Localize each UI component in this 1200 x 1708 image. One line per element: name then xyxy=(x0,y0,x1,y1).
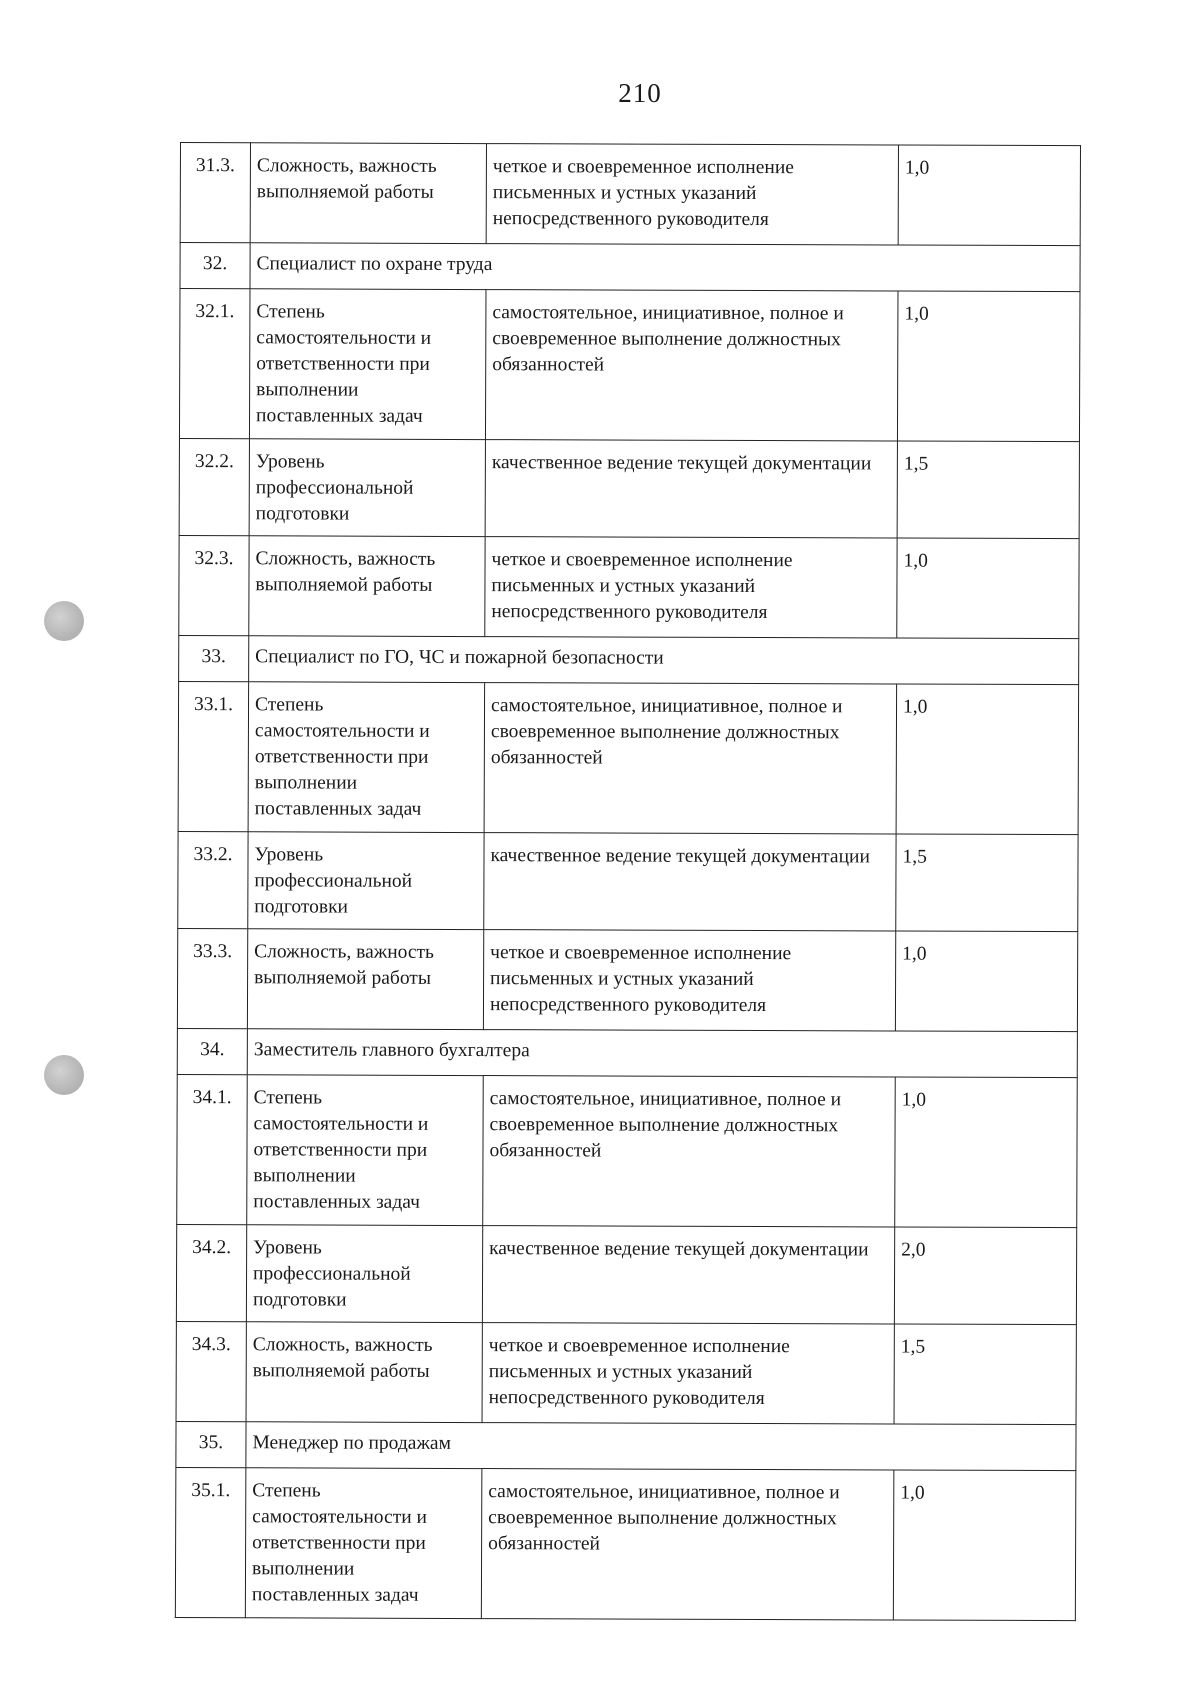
section-title: Менеджер по продажам xyxy=(246,1422,1076,1471)
indicator-cell: самостоятельное, инициативное, полное и своевременное выполнение должностных обязанностей xyxy=(485,290,898,441)
table-row xyxy=(177,928,1077,1031)
row-number: 33.2. xyxy=(178,831,248,928)
section-row xyxy=(177,1028,1077,1077)
value-cell: 1,0 xyxy=(895,1077,1078,1228)
table-row xyxy=(179,438,1079,538)
row-number: 32.1. xyxy=(179,289,250,439)
section-number: 35. xyxy=(176,1421,246,1467)
row-number: 34.2. xyxy=(176,1224,246,1321)
row-number: 32.2. xyxy=(179,438,249,535)
indicator-cell: самостоятельное, инициативное, полное и своевременное выполнение должностных обязанностей xyxy=(483,1076,896,1227)
table-row xyxy=(176,1321,1076,1424)
criterion-cell: Степень самостоятельности и ответственности при выполнении поставленных задач xyxy=(245,1468,482,1619)
value-cell: 1,0 xyxy=(893,1470,1076,1621)
table-row xyxy=(180,143,1080,246)
criterion-cell: Уровень профессиональной подготовки xyxy=(249,439,485,537)
section-title: Специалист по охране труда xyxy=(250,243,1080,292)
section-title: Специалист по ГО, ЧС и пожарной безопасности xyxy=(249,636,1079,685)
document-sheet xyxy=(175,142,1080,1621)
indicator-cell: четкое и своевременное исполнение письменных и устных указаний непосредственного руководителя xyxy=(482,1323,894,1424)
criterion-cell: Уровень профессиональной подготовки xyxy=(248,832,484,930)
punch-hole-lower xyxy=(44,1055,84,1095)
table-row xyxy=(176,1224,1076,1324)
value-cell: 1,0 xyxy=(895,931,1077,1032)
row-number: 34.1. xyxy=(177,1074,248,1224)
table-row xyxy=(179,535,1079,638)
value-cell: 1,5 xyxy=(897,441,1079,539)
table-row xyxy=(178,831,1078,931)
criterion-cell: Степень самостоятельности и ответственности при выполнении поставленных задач xyxy=(247,1075,484,1226)
section-row xyxy=(179,635,1079,684)
criterion-cell: Уровень профессиональной подготовки xyxy=(246,1225,482,1323)
value-cell: 1,0 xyxy=(897,291,1080,442)
section-row xyxy=(176,1421,1076,1470)
value-cell: 1,5 xyxy=(896,834,1078,932)
section-number: 33. xyxy=(179,635,249,681)
indicator-cell: четкое и своевременное исполнение письменных и устных указаний непосредственного руководителя xyxy=(486,144,898,245)
section-title: Заместитель главного бухгалтера xyxy=(247,1029,1077,1078)
value-cell: 2,0 xyxy=(894,1227,1076,1325)
criterion-cell: Сложность, важность выполняемой работы xyxy=(247,929,483,1030)
table-row xyxy=(177,1074,1078,1227)
section-row xyxy=(180,243,1080,292)
value-cell: 1,5 xyxy=(894,1324,1076,1425)
value-cell: 1,0 xyxy=(897,538,1079,639)
row-number: 33.3. xyxy=(177,928,247,1028)
indicator-cell: качественное ведение текущей документации xyxy=(482,1226,894,1324)
row-number: 33.1. xyxy=(178,681,249,831)
criterion-cell: Сложность, важность выполняемой работы xyxy=(249,536,485,637)
indicator-cell: качественное ведение текущей документации xyxy=(484,833,896,931)
table-row xyxy=(178,681,1079,834)
criterion-cell: Степень самостоятельности и ответственности при выполнении поставленных задач xyxy=(248,682,485,833)
row-number: 32.3. xyxy=(179,535,249,635)
value-cell: 1,0 xyxy=(898,145,1080,246)
row-number: 31.3. xyxy=(180,143,250,243)
punch-hole-upper xyxy=(44,601,84,641)
page-number: 210 xyxy=(618,78,662,108)
section-number: 32. xyxy=(180,243,250,289)
row-number: 35.1. xyxy=(175,1467,246,1617)
table-row xyxy=(175,1467,1076,1620)
indicator-cell: самостоятельное, инициативное, полное и своевременное выполнение должностных обязанностей xyxy=(481,1469,894,1620)
indicator-cell: четкое и своевременное исполнение письменных и устных указаний непосредственного руководителя xyxy=(485,537,897,638)
section-number: 34. xyxy=(177,1028,247,1074)
indicator-cell: качественное ведение текущей документации xyxy=(485,440,897,538)
criterion-cell: Степень самостоятельности и ответственности при выполнении поставленных задач xyxy=(249,289,486,440)
criterion-cell: Сложность, важность выполняемой работы xyxy=(246,1322,482,1423)
indicator-cell: самостоятельное, инициативное, полное и своевременное выполнение должностных обязанностей xyxy=(484,683,897,834)
row-number: 34.3. xyxy=(176,1321,246,1421)
criteria-table xyxy=(175,142,1081,1621)
criterion-cell: Сложность, важность выполняемой работы xyxy=(250,143,486,244)
indicator-cell: четкое и своевременное исполнение письменных и устных указаний непосредственного руководителя xyxy=(483,930,895,1031)
table-row xyxy=(179,289,1080,442)
value-cell: 1,0 xyxy=(896,684,1079,835)
